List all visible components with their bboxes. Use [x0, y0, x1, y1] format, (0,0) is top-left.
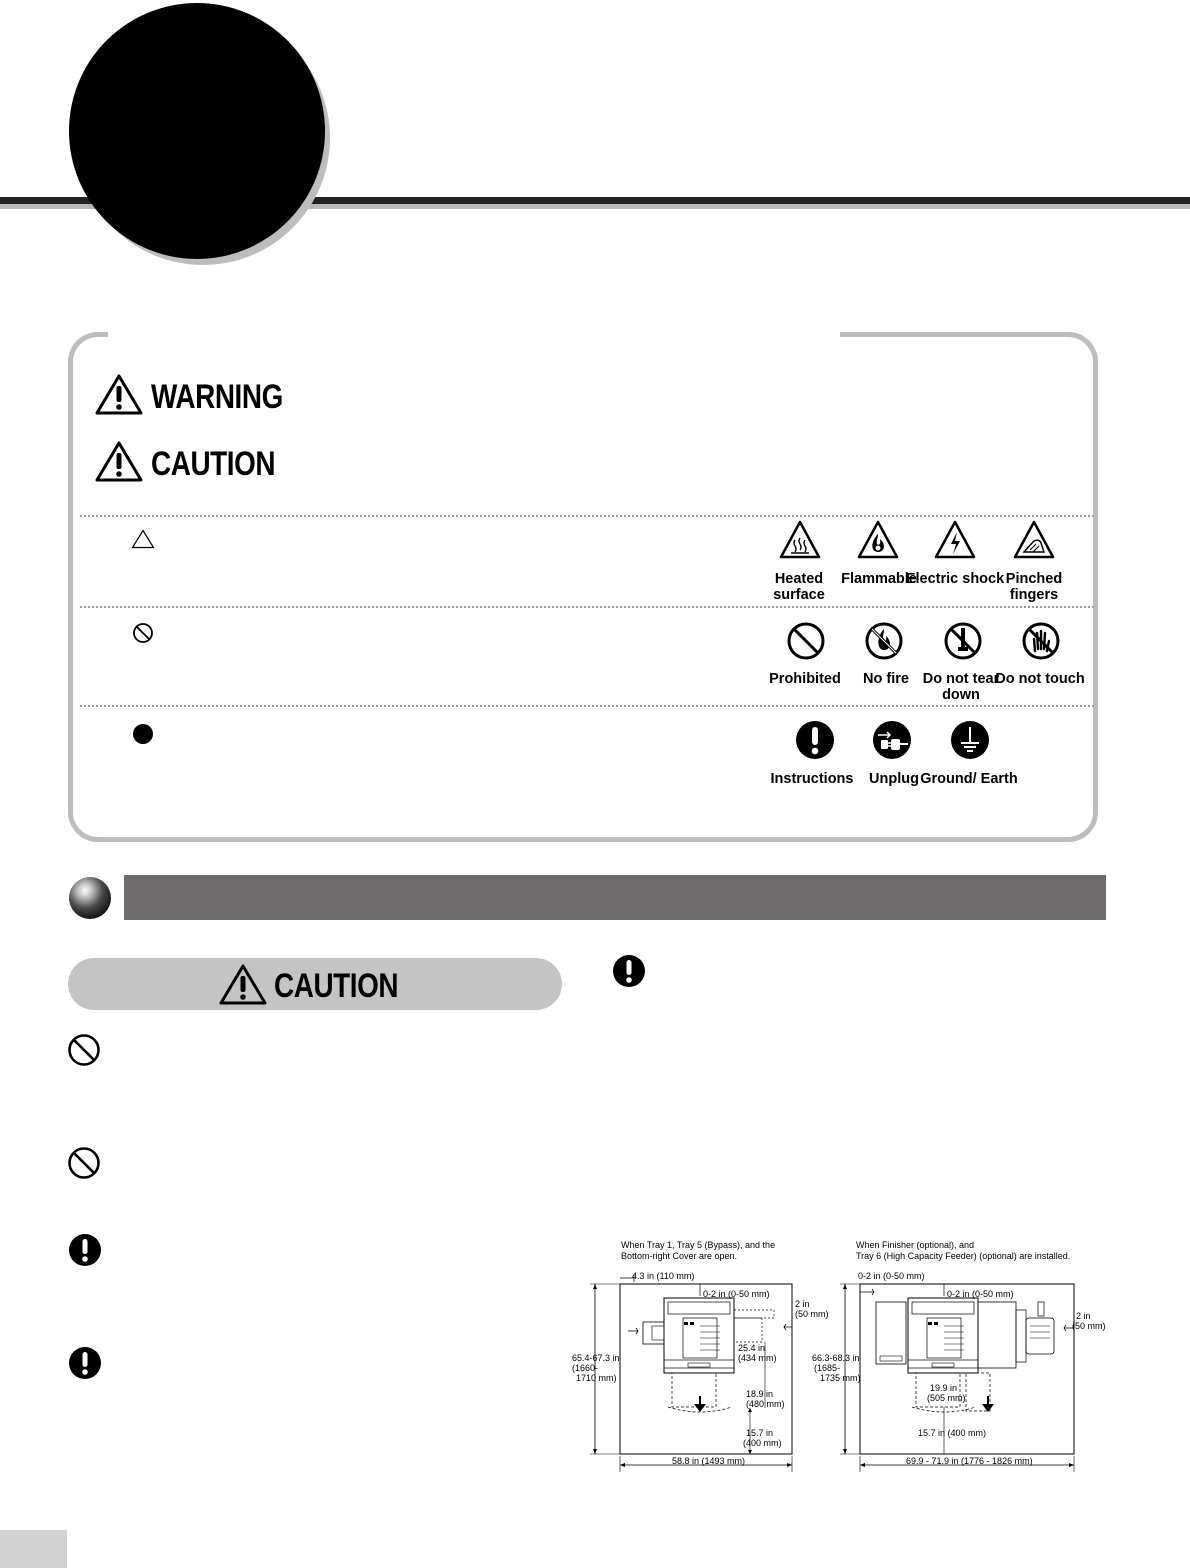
dimension-label: 2 in — [795, 1299, 810, 1309]
divider — [80, 606, 1094, 608]
page-number-tab — [0, 1530, 67, 1568]
chapter-badge — [69, 3, 325, 259]
symbol-label-unplug: Unplug — [869, 771, 919, 787]
no-fire-icon — [864, 621, 904, 661]
dimension-label: 4.3 in (110 mm) — [632, 1271, 695, 1281]
dimension-label: 0-2 in (0-50 mm) — [947, 1289, 1014, 1299]
dimension-label: (434 mm) — [738, 1353, 777, 1363]
small-instruction-dot-icon — [132, 723, 154, 750]
dimension-label: 1710 mm) — [576, 1373, 617, 1383]
clearance-diagram-finisher-installed — [810, 1236, 1106, 1481]
instruction-bullet-icon — [612, 954, 646, 993]
do-not-touch-icon — [1021, 621, 1061, 661]
prohibited-bullet-icon — [67, 1146, 101, 1185]
do-not-tear-down-icon — [943, 621, 983, 661]
divider — [80, 515, 1094, 517]
dimension-label: 2 in — [1076, 1311, 1091, 1321]
dimension-label: 58.8 in (1493 mm) — [672, 1456, 746, 1466]
prohibited-icon — [786, 621, 826, 661]
dimension-label: (50 mm) — [795, 1309, 829, 1319]
instructions-icon — [795, 720, 835, 760]
diagram-caption: When Finisher (optional), and — [856, 1240, 975, 1250]
diagram-caption: Bottom-right Cover are open. — [621, 1251, 738, 1261]
ground-earth-icon — [950, 720, 990, 760]
dimension-label: (1685- — [814, 1363, 841, 1373]
symbol-label-electric-shock: Electric shock — [905, 571, 1005, 587]
warning-label: WARNING — [151, 378, 283, 416]
symbol-label-do-not-touch: Do not touch — [995, 671, 1085, 687]
dimension-label: 1735 mm) — [820, 1373, 861, 1383]
dimension-label: 66.3-68.3 in — [812, 1353, 860, 1363]
dimension-label: (400 mm) — [743, 1438, 782, 1448]
dimension-label: (480 mm) — [746, 1399, 785, 1409]
caution-banner-triangle-icon — [218, 963, 268, 1010]
section-bullet-icon — [68, 876, 112, 920]
symbol-label-heated-surface: Heated surface — [773, 571, 825, 603]
caution-label: CAUTION — [151, 445, 276, 483]
dimension-label: (505 mm) — [927, 1393, 966, 1403]
symbol-label-flammable: Flammable — [841, 571, 917, 587]
symbol-label-no-fire: No fire — [863, 671, 909, 687]
dimension-label: 15.7 in — [746, 1428, 774, 1438]
flammable-icon — [857, 520, 899, 560]
divider — [80, 705, 1094, 707]
dimension-label: 18.9 in — [746, 1389, 774, 1399]
instruction-bullet-icon — [68, 1346, 102, 1385]
dimension-label: 0-2 in (0-50 mm) — [703, 1289, 770, 1299]
small-triangle-icon — [131, 529, 155, 554]
instruction-bullet-icon — [68, 1233, 102, 1272]
prohibited-bullet-icon — [67, 1033, 101, 1072]
symbol-label-pinched-fingers: Pinched fingers — [1005, 571, 1063, 603]
diagram-caption: When Tray 1, Tray 5 (Bypass), and the — [621, 1240, 776, 1250]
symbol-label-do-not-tear-down: Do not tear down — [922, 671, 1000, 703]
dimension-label: 0-2 in (0-50 mm) — [858, 1271, 925, 1281]
dimension-label: 15.7 in (400 mm) — [918, 1428, 987, 1438]
symbol-label-instructions: Instructions — [770, 771, 854, 787]
dimension-label: 65.4-67.3 in — [572, 1353, 620, 1363]
symbol-label-ground-earth: Ground/ Earth — [920, 771, 1018, 787]
dimension-label: (50 mm) — [1072, 1321, 1106, 1331]
caution-banner-label: CAUTION — [274, 967, 399, 1005]
unplug-icon — [872, 720, 912, 760]
section-heading-bar — [124, 875, 1106, 920]
dimension-label: 69.9 - 71.9 in (1776 - 1826 mm) — [906, 1456, 1033, 1466]
dimension-label: 25.4 in — [738, 1343, 766, 1353]
dimension-label: (1660- — [572, 1363, 599, 1373]
pinched-fingers-icon — [1013, 520, 1055, 560]
caution-triangle-icon — [94, 440, 144, 487]
warning-triangle-icon — [94, 373, 144, 420]
dimension-label: 19.9 in — [930, 1383, 958, 1393]
heated-surface-icon — [779, 520, 821, 560]
symbol-label-prohibited: Prohibited — [769, 671, 841, 687]
legend-box-gap — [108, 326, 840, 340]
electric-shock-icon — [934, 520, 976, 560]
small-prohibition-icon — [132, 622, 154, 649]
diagram-caption: Tray 6 (High Capacity Feeder) (optional) are installed. — [856, 1251, 1071, 1261]
